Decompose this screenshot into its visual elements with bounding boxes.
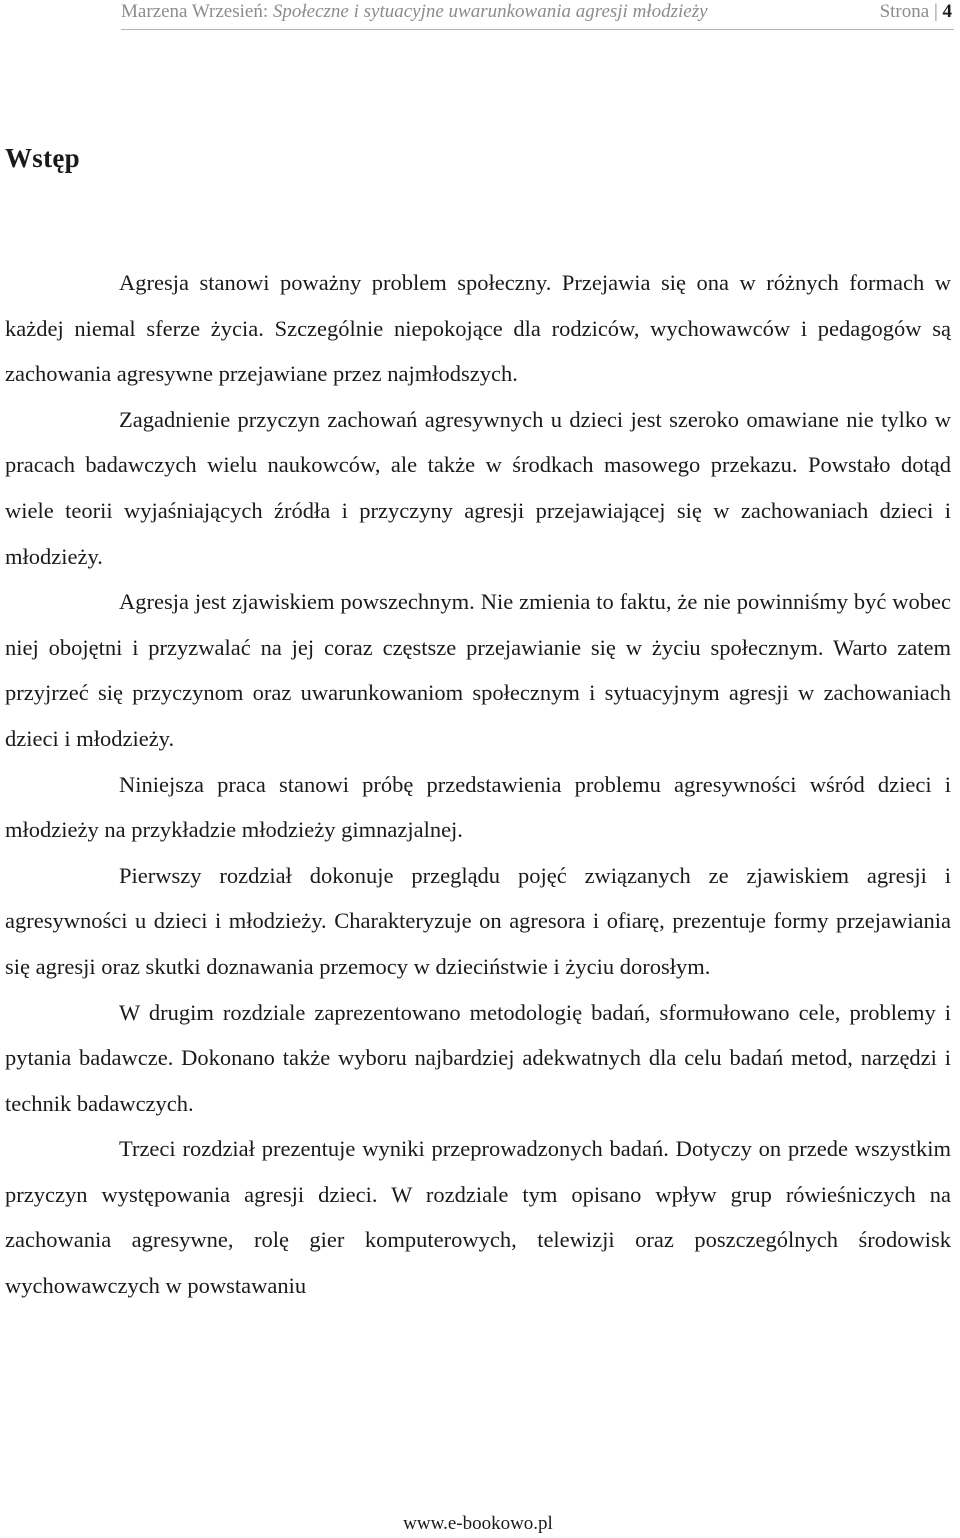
page-number: 4	[942, 1, 952, 22]
paragraph: Pierwszy rozdział dokonuje przeglądu pojęć związanych ze zjawiskiem agresji i agresywności u dzieci i młodzieży. Charakteryzuje on agresora i ofiarę, prezentuje formy przejawiania się agresji oraz skutki doznawania przemocy w dzieciństwie i życiu dorosłym.	[5, 862, 951, 979]
header-author: Marzena Wrzesień:	[121, 1, 269, 22]
paragraph: Zagadnienie przyczyn zachowań agresywnych u dzieci jest szeroko omawiane nie tylko w pracach badawczych wielu naukowców, ale także w środkach masowego przekazu. Powstało dotąd wiele teorii wyjaśniających źródła i przyczyny agresji przejawiającej się w zachowaniach dzieci i młodzieży.	[5, 406, 951, 569]
paragraph: Trzeci rozdział prezentuje wyniki przeprowadzonych badań. Dotyczy on przede wszystkim przyczyn występowania agresji dzieci. W rozdziale tym opisano wpływ grup rówieśniczych na zachowania agresywne, rolę gier komputerowych, telewizji oraz poszczególnych środowisk wychowawczych w powstawaniu	[5, 1136, 951, 1299]
header-book-title: Społeczne i sytuacyjne uwarunkowania agresji młodzieży	[272, 1, 708, 22]
paragraph: Agresja stanowi poważny problem społeczny. Przejawia się ona w różnych formach w każdej niemal sferze życia. Szczególnie niepokojące dla rodziców, wychowawców i pedagogów są zachowania agresywne przejawiane przez najmłodszych.	[5, 270, 951, 387]
section-heading: Wstęp	[5, 143, 80, 173]
page-header	[0, 0, 960, 26]
header-divider	[121, 29, 954, 30]
body-text	[5, 260, 951, 1309]
paragraph: Agresja jest zjawiskiem powszechnym. Nie zmienia to faktu, że nie powinniśmy być wobec niej obojętni i przyzwalać na jej coraz częstsze przejawianie się w życiu społecznym. Warto zatem przyjrzeć się przyczynom oraz uwarunkowaniom społecznym i sytuacyjnym agresji w zachowaniach dzieci i młodzieży.	[5, 589, 951, 751]
paragraph: Niniejsza praca stanowi próbę przedstawienia problemu agresywności wśród dzieci i młodzieży na przykładzie młodzieży gimnazjalnej.	[5, 771, 951, 843]
page-label: Strona	[879, 1, 930, 22]
page-indicator	[880, 0, 952, 24]
page-footer	[0, 1512, 960, 1536]
running-title	[121, 0, 708, 24]
page-separator: |	[933, 1, 938, 22]
footer-website-link[interactable]: www.e-bookowo.pl	[403, 1513, 553, 1534]
paragraph: W drugim rozdziale zaprezentowano metodologię badań, sformułowano cele, problemy i pytania badawcze. Dokonano także wyboru najbardziej adekwatnych dla celu badań metod, narzędzi i technik badawczych.	[5, 999, 951, 1116]
